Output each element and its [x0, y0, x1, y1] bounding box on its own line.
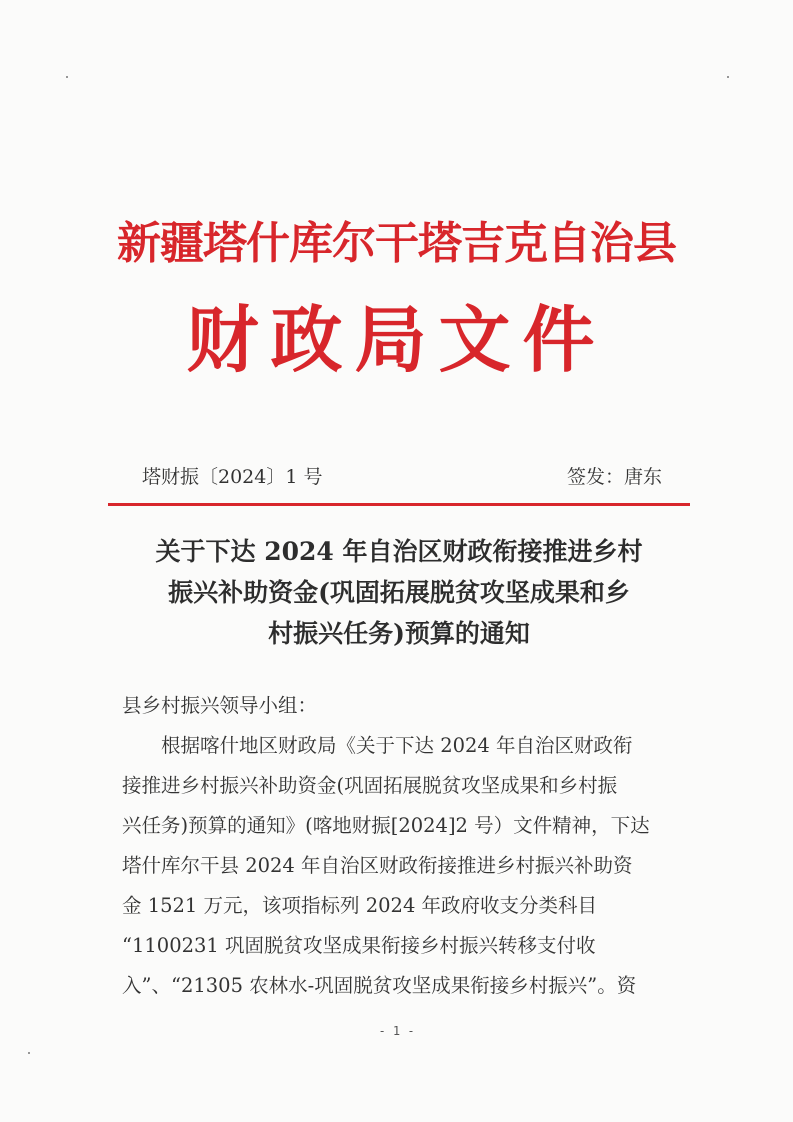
salutation: 县乡村振兴领导小组：	[122, 694, 318, 717]
scan-speck	[66, 76, 68, 78]
title-line: 振兴补助资金(巩固拓展脱贫攻坚成果和乡	[168, 578, 630, 607]
page-number: - 1 -	[378, 1024, 415, 1038]
notice-body	[122, 686, 674, 1006]
document-meta-row	[142, 462, 662, 492]
scan-speck	[28, 1052, 30, 1054]
body-line: 金 1521 万元，该项指标列 2024 年政府收支分类科目	[122, 894, 598, 917]
title-line: 关于下达 2024 年自治区财政衔接推进乡村	[155, 537, 643, 566]
body-line: 接推进乡村振兴补助资金(巩固拓展脱贫攻坚成果和乡村振	[122, 774, 618, 797]
red-separator-line	[108, 503, 690, 506]
scan-speck	[727, 76, 729, 78]
body-line: 塔什库尔干县 2024 年自治区财政衔接推进乡村振兴补助资	[122, 854, 633, 877]
document-type-heading: 财政局文件	[186, 297, 607, 382]
body-line: 根据喀什地区财政局《关于下达 2024 年自治区财政衔	[161, 734, 633, 757]
title-line: 村振兴任务)预算的通知	[268, 619, 530, 648]
notice-title	[108, 531, 690, 654]
signer: 签发：唐东	[566, 466, 662, 488]
issuer-name: 新疆塔什库尔干塔吉克自治县	[117, 218, 676, 269]
document-number: 塔财振〔2024〕1 号	[142, 466, 323, 488]
body-line: 兴任务)预算的通知》(喀地财振[2024]2 号）文件精神，下达	[122, 814, 650, 837]
body-line: “1100231 巩固脱贫攻坚成果衔接乡村振兴转移支付收	[122, 934, 596, 957]
body-line: 入”、“21305 农林水-巩固脱贫攻坚成果衔接乡村振兴”。资	[122, 974, 637, 997]
